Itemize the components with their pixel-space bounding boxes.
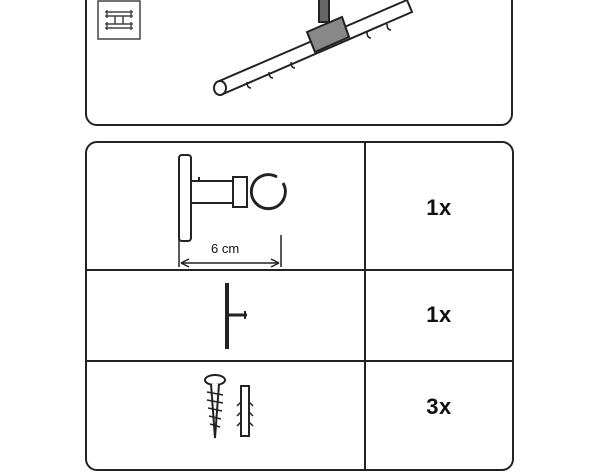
wall-plug-icon [233, 384, 257, 440]
quantity-label: 1x [426, 195, 452, 220]
parts-table [85, 141, 514, 471]
rail-symbol-icon [97, 0, 141, 40]
quantity-label: 1x [426, 302, 452, 327]
table-row [87, 360, 512, 471]
mounting-pin-illustration [211, 281, 251, 351]
table-row [87, 143, 512, 271]
screw-icon [201, 374, 231, 440]
illustration-panel [85, 0, 513, 126]
table-row [87, 269, 512, 362]
quantity-label: 3x [426, 394, 452, 419]
dimension-label: 6 cm [211, 241, 240, 256]
curtain-rod-illustration [207, 0, 427, 102]
